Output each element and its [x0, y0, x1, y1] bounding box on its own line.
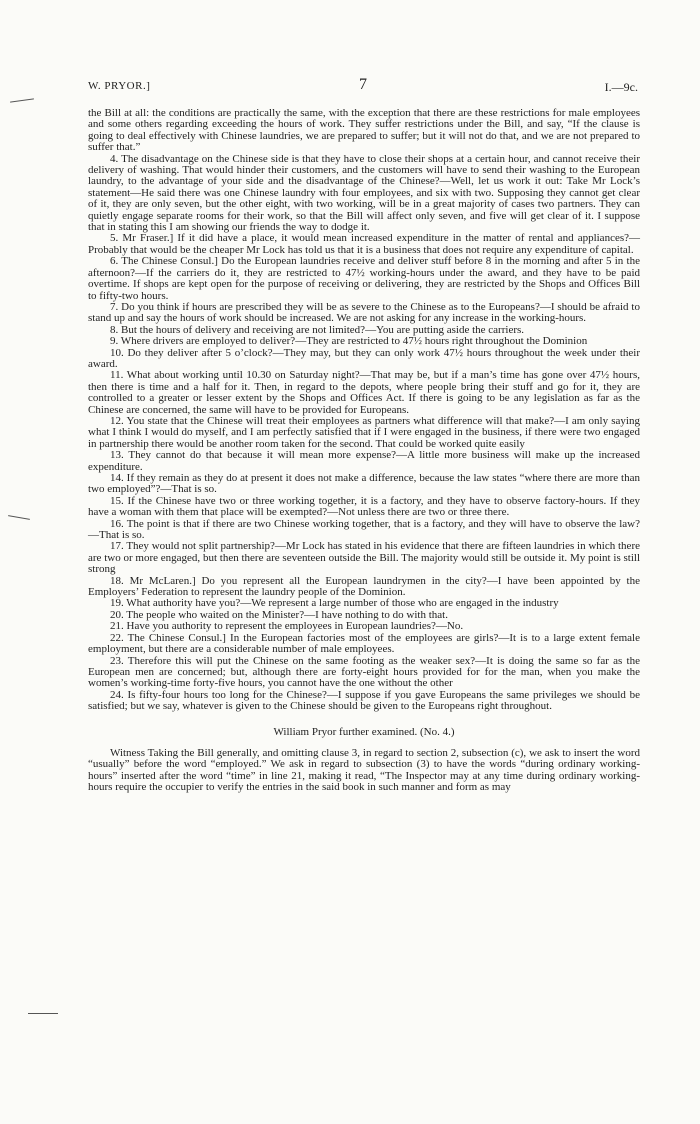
paragraph: 20. The people who waited on the Minister?—I have nothing to do with that.	[110, 608, 448, 621]
paragraph: 18. Mr McLaren.] Do you represent all the European laundrymen in the city?—I have been appointed by the Employers’ Federation to represent the laundry people of the Dominion.	[88, 574, 640, 599]
paragraph: 17. They would not split partnership?—Mr Lock has stated in his evidence that there are fifteen laundries in which there are two or more engaged, but then there are seventeen outside the Bill. The majority would still be outside it. My point is still strong	[88, 540, 640, 576]
paragraph: 5. Mr Fraser.] If it did have a place, it would mean increased expenditure in the matter of rental and appliances?—Probably that would be the cheaper Mr Lock has told us that it is a business that does not require any expenditure of capital.	[88, 232, 640, 256]
margin-mark	[28, 1013, 58, 1014]
paragraph: 16. The point is that if there are two Chinese working together, that is a factory, and they will have to observe the law?—That is so.	[88, 517, 640, 542]
paragraph: 14. If they remain as they do at present it does not make a difference, because the law states “where there are more than two employed”?—That is so.	[88, 472, 640, 496]
paragraph: 4. The disadvantage on the Chinese side is that they have to close their shops at a certain hour, and cannot receive their delivery of washing. That would hinder their customers, and the customers will have to send their washing to the European laundry, to the advantage of your side and the disadvantage of the Chinese?—Well, let us work it out: Take Mr Lock’s statement—He said there was one Chinese laundry with four employees, and six with two. Supposing they cannot get clear of it, they are only seven, but the other eight, with two working, will be in a great majority of cases two partners. They can quietly engage separate rooms for their work, so that the Bill will affect only seven, and five will get clear of it. I suppose that in stating this I am showing our friends the way to dodge it.	[88, 152, 640, 234]
paragraph: the Bill at all: the conditions are practically the same, with the exception that there are these restrictions for male employees and some others regarding exceeding the hours of work. They suffer restrictions under the Bill, and say, “If the clause is going to deal effectively with Chinese laundries, we are prepared to suffer; but it will not do that, and we are not prepared to suffer that.”	[88, 107, 640, 154]
margin-mark	[10, 98, 34, 102]
running-header	[88, 76, 638, 98]
paragraph: 13. They cannot do that because it will mean more expense?—A little more business will make up the increased expenditure.	[88, 449, 640, 473]
section-heading: William Pryor further examined. (No. 4.)	[273, 725, 455, 738]
paragraph: 8. But the hours of delivery and receiving are not limited?—You are putting aside the carriers.	[110, 323, 525, 336]
paragraph: Witness Taking the Bill generally, and omitting clause 3, in regard to section 2, subsection (c), we ask to insert the word “usually” before the word “employed.” We ask in regard to subsection (3) to have the words “during ordinary working-hours” inserted after the word “time” in line 21, making it read, “The Inspector may at any time during ordinary working-hours require the occupier to verify the entries in the said book in such manner and form as may	[88, 746, 640, 794]
paragraph: 11. What about working until 10.30 on Saturday night?—That may be, but if a man’s time has gone over 47½ hours, then there is time and a half for it. Then, in regard to the depots, where people bring their stuff and go for it, they are controlled to a greater or lesser extent by the Shops and Offices Act. If there is going to be any legislation as far as the Chinese are concerned, the same will have to be provided for Europeans.	[88, 369, 640, 416]
paragraph: 9. Where drivers are employed to deliver?—They are restricted to 47½ hours right throughout the Dominion	[110, 335, 588, 348]
paragraph: 10. Do they deliver after 5 o’clock?—They may, but they can only work 47½ hours throughout the week under their award.	[88, 346, 640, 370]
paragraph: 7. Do you think if hours are prescribed they will be as severe to the Chinese as to the Europeans?—I should be afraid to stand up and say the hours of work should be increased. We are not asking for any increase in the working-hours.	[88, 300, 640, 325]
margin-mark	[8, 515, 30, 520]
paragraph: 15. If the Chinese have two or three working together, it is a factory, and they have to observe factory-hours. If they have a woman with them that place will be exempted?—Not unless there are two or three there.	[88, 494, 640, 519]
document-reference: I.—9c.	[604, 80, 638, 94]
paragraph: 24. Is fifty-four hours too long for the Chinese?—I suppose if you gave Europeans the same privileges we should be satisfied; but we say, whatever is given to the Chinese should be given to the Europeans right throughout.	[88, 688, 640, 713]
paragraph: 12. You state that the Chinese will treat their employees as partners what difference will that make?—I am only saying what I think I would do myself, and I am perfectly satisfied that if I were engaged in the business, if there were two engaged in partnership there would be another room taken for the second. That could be worked quite easily	[88, 414, 640, 450]
header-witness-name: W. PRYOR.]	[88, 80, 151, 92]
paragraph: 23. Therefore this will put the Chinese on the same footing as the weaker sex?—It is doing the same so far as the European men are concerned; but, although there are forty-eight hours provided for for the man, when you make the women’s working-time forty-five hours, you cannot have the one without the other	[88, 654, 640, 690]
paragraph: 22. The Chinese Consul.] In the European factories most of the employees are girls?—It is to a large extent female employment, but there are a considerable number of male employees.	[88, 631, 640, 656]
page-number: 7	[359, 76, 367, 93]
paragraph: 19. What authority have you?—We represent a large number of those who are engaged in the industry	[110, 597, 559, 610]
paragraph: 6. The Chinese Consul.] Do the European laundries receive and deliver stuff before 8 in the morning and after 5 in the afternoon?—If the carriers do it, they are restricted to 47½ working-hours under the award, and they have to be paid overtime. If shops are kept open for the purpose of receiving or delivering, they are restricted by the Shops and Offices Bill to fifty-two hours.	[88, 255, 640, 302]
paragraph: 21. Have you authority to represent the employees in European laundries?—No.	[110, 620, 464, 633]
document-body	[88, 108, 640, 794]
